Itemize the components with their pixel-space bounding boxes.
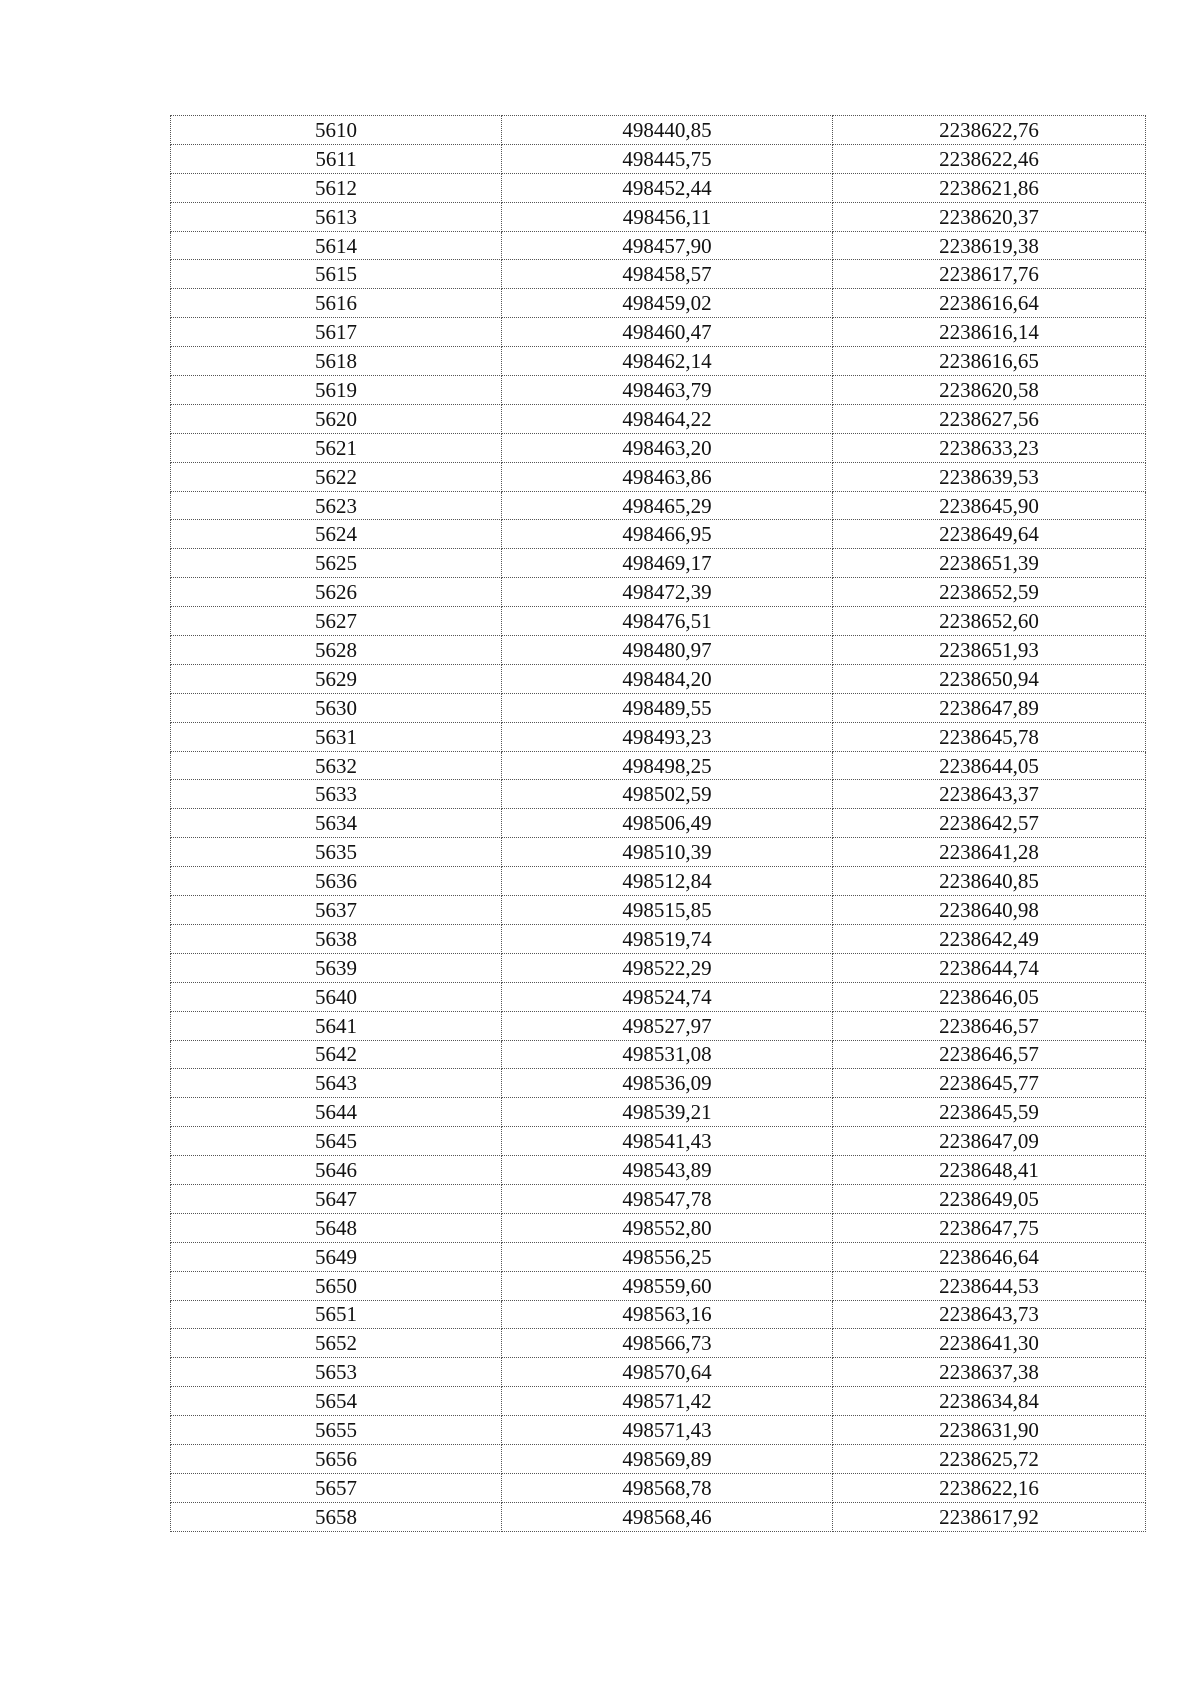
point-number-cell: 5611 — [171, 144, 502, 173]
point-number-cell: 5631 — [171, 722, 502, 751]
y-coordinate-cell: 2238652,59 — [833, 578, 1146, 607]
y-coordinate-cell: 2238646,64 — [833, 1242, 1146, 1271]
point-number-cell: 5639 — [171, 953, 502, 982]
table-row — [171, 116, 1146, 145]
x-coordinate-cell: 498506,49 — [502, 809, 833, 838]
y-coordinate-cell: 2238641,28 — [833, 838, 1146, 867]
y-coordinate-cell: 2238625,72 — [833, 1444, 1146, 1473]
y-coordinate-cell: 2238644,05 — [833, 751, 1146, 780]
point-number-cell: 5629 — [171, 664, 502, 693]
point-number-cell: 5655 — [171, 1416, 502, 1445]
point-number-cell: 5644 — [171, 1098, 502, 1127]
point-number-cell: 5654 — [171, 1387, 502, 1416]
table-row — [171, 751, 1146, 780]
point-number-cell: 5630 — [171, 693, 502, 722]
table-row — [171, 1473, 1146, 1502]
x-coordinate-cell: 498524,74 — [502, 982, 833, 1011]
table-row — [171, 722, 1146, 751]
point-number-cell: 5641 — [171, 1011, 502, 1040]
y-coordinate-cell: 2238637,38 — [833, 1358, 1146, 1387]
point-number-cell: 5616 — [171, 289, 502, 318]
y-coordinate-cell: 2238616,14 — [833, 318, 1146, 347]
point-number-cell: 5634 — [171, 809, 502, 838]
x-coordinate-cell: 498556,25 — [502, 1242, 833, 1271]
point-number-cell: 5619 — [171, 376, 502, 405]
table-row — [171, 578, 1146, 607]
x-coordinate-cell: 498484,20 — [502, 664, 833, 693]
point-number-cell: 5642 — [171, 1040, 502, 1069]
table-row — [171, 433, 1146, 462]
point-number-cell: 5648 — [171, 1213, 502, 1242]
y-coordinate-cell: 2238622,46 — [833, 144, 1146, 173]
table-row — [171, 1069, 1146, 1098]
x-coordinate-cell: 498539,21 — [502, 1098, 833, 1127]
y-coordinate-cell: 2238617,76 — [833, 260, 1146, 289]
table-row — [171, 780, 1146, 809]
table-row — [171, 376, 1146, 405]
y-coordinate-cell: 2238651,93 — [833, 636, 1146, 665]
y-coordinate-cell: 2238645,78 — [833, 722, 1146, 751]
point-number-cell: 5637 — [171, 896, 502, 925]
x-coordinate-cell: 498463,20 — [502, 433, 833, 462]
x-coordinate-cell: 498541,43 — [502, 1127, 833, 1156]
y-coordinate-cell: 2238647,75 — [833, 1213, 1146, 1242]
point-number-cell: 5650 — [171, 1271, 502, 1300]
x-coordinate-cell: 498512,84 — [502, 867, 833, 896]
point-number-cell: 5657 — [171, 1473, 502, 1502]
table-row — [171, 549, 1146, 578]
y-coordinate-cell: 2238616,65 — [833, 347, 1146, 376]
point-number-cell: 5656 — [171, 1444, 502, 1473]
table-row — [171, 1416, 1146, 1445]
table-row — [171, 318, 1146, 347]
point-number-cell: 5652 — [171, 1329, 502, 1358]
y-coordinate-cell: 2238634,84 — [833, 1387, 1146, 1416]
y-coordinate-cell: 2238640,85 — [833, 867, 1146, 896]
x-coordinate-cell: 498543,89 — [502, 1156, 833, 1185]
point-number-cell: 5618 — [171, 347, 502, 376]
point-number-cell: 5627 — [171, 607, 502, 636]
table-row — [171, 404, 1146, 433]
x-coordinate-cell: 498536,09 — [502, 1069, 833, 1098]
x-coordinate-cell: 498571,43 — [502, 1416, 833, 1445]
table-row — [171, 1300, 1146, 1329]
table-row — [171, 953, 1146, 982]
point-number-cell: 5620 — [171, 404, 502, 433]
y-coordinate-cell: 2238617,92 — [833, 1502, 1146, 1531]
point-number-cell: 5625 — [171, 549, 502, 578]
point-number-cell: 5653 — [171, 1358, 502, 1387]
x-coordinate-cell: 498569,89 — [502, 1444, 833, 1473]
table-row — [171, 520, 1146, 549]
point-number-cell: 5647 — [171, 1184, 502, 1213]
x-coordinate-cell: 498465,29 — [502, 491, 833, 520]
point-number-cell: 5622 — [171, 462, 502, 491]
table-row — [171, 924, 1146, 953]
y-coordinate-cell: 2238642,49 — [833, 924, 1146, 953]
y-coordinate-cell: 2238647,89 — [833, 693, 1146, 722]
y-coordinate-cell: 2238639,53 — [833, 462, 1146, 491]
y-coordinate-cell: 2238622,76 — [833, 116, 1146, 145]
table-row — [171, 1358, 1146, 1387]
x-coordinate-cell: 498522,29 — [502, 953, 833, 982]
x-coordinate-cell: 498547,78 — [502, 1184, 833, 1213]
x-coordinate-cell: 498527,97 — [502, 1011, 833, 1040]
x-coordinate-cell: 498498,25 — [502, 751, 833, 780]
x-coordinate-cell: 498464,22 — [502, 404, 833, 433]
x-coordinate-cell: 498463,86 — [502, 462, 833, 491]
table-row — [171, 838, 1146, 867]
x-coordinate-cell: 498452,44 — [502, 173, 833, 202]
x-coordinate-cell: 498568,78 — [502, 1473, 833, 1502]
x-coordinate-cell: 498459,02 — [502, 289, 833, 318]
table-row — [171, 664, 1146, 693]
table-row — [171, 1127, 1146, 1156]
table-row — [171, 231, 1146, 260]
x-coordinate-cell: 498489,55 — [502, 693, 833, 722]
point-number-cell: 5632 — [171, 751, 502, 780]
y-coordinate-cell: 2238619,38 — [833, 231, 1146, 260]
point-number-cell: 5624 — [171, 520, 502, 549]
x-coordinate-cell: 498472,39 — [502, 578, 833, 607]
x-coordinate-cell: 498445,75 — [502, 144, 833, 173]
table-row — [171, 1444, 1146, 1473]
point-number-cell: 5617 — [171, 318, 502, 347]
x-coordinate-cell: 498462,14 — [502, 347, 833, 376]
table-row — [171, 1213, 1146, 1242]
table-row — [171, 1040, 1146, 1069]
y-coordinate-cell: 2238642,57 — [833, 809, 1146, 838]
table-row — [171, 867, 1146, 896]
point-number-cell: 5615 — [171, 260, 502, 289]
x-coordinate-cell: 498493,23 — [502, 722, 833, 751]
point-number-cell: 5623 — [171, 491, 502, 520]
x-coordinate-cell: 498515,85 — [502, 896, 833, 925]
y-coordinate-cell: 2238651,39 — [833, 549, 1146, 578]
x-coordinate-cell: 498519,74 — [502, 924, 833, 953]
point-number-cell: 5645 — [171, 1127, 502, 1156]
table-row — [171, 347, 1146, 376]
table-row — [171, 1156, 1146, 1185]
table-row — [171, 1271, 1146, 1300]
table-row — [171, 491, 1146, 520]
x-coordinate-cell: 498476,51 — [502, 607, 833, 636]
y-coordinate-cell: 2238644,74 — [833, 953, 1146, 982]
y-coordinate-cell: 2238620,37 — [833, 202, 1146, 231]
table-row — [171, 636, 1146, 665]
table-row — [171, 173, 1146, 202]
table-row — [171, 809, 1146, 838]
y-coordinate-cell: 2238646,05 — [833, 982, 1146, 1011]
table-row — [171, 693, 1146, 722]
point-number-cell: 5658 — [171, 1502, 502, 1531]
table-row — [171, 982, 1146, 1011]
y-coordinate-cell: 2238622,16 — [833, 1473, 1146, 1502]
x-coordinate-cell: 498552,80 — [502, 1213, 833, 1242]
y-coordinate-cell: 2238647,09 — [833, 1127, 1146, 1156]
x-coordinate-cell: 498571,42 — [502, 1387, 833, 1416]
point-number-cell: 5628 — [171, 636, 502, 665]
table-row — [171, 289, 1146, 318]
point-number-cell: 5636 — [171, 867, 502, 896]
point-number-cell: 5626 — [171, 578, 502, 607]
x-coordinate-cell: 498456,11 — [502, 202, 833, 231]
x-coordinate-cell: 498458,57 — [502, 260, 833, 289]
point-number-cell: 5610 — [171, 116, 502, 145]
point-number-cell: 5643 — [171, 1069, 502, 1098]
table-row — [171, 1329, 1146, 1358]
point-number-cell: 5633 — [171, 780, 502, 809]
y-coordinate-cell: 2238620,58 — [833, 376, 1146, 405]
x-coordinate-cell: 498568,46 — [502, 1502, 833, 1531]
x-coordinate-cell: 498563,16 — [502, 1300, 833, 1329]
y-coordinate-cell: 2238645,77 — [833, 1069, 1146, 1098]
y-coordinate-cell: 2238627,56 — [833, 404, 1146, 433]
x-coordinate-cell: 498463,79 — [502, 376, 833, 405]
y-coordinate-cell: 2238633,23 — [833, 433, 1146, 462]
point-number-cell: 5646 — [171, 1156, 502, 1185]
point-number-cell: 5621 — [171, 433, 502, 462]
point-number-cell: 5635 — [171, 838, 502, 867]
y-coordinate-cell: 2238641,30 — [833, 1329, 1146, 1358]
point-number-cell: 5640 — [171, 982, 502, 1011]
y-coordinate-cell: 2238649,64 — [833, 520, 1146, 549]
point-number-cell: 5638 — [171, 924, 502, 953]
x-coordinate-cell: 498510,39 — [502, 838, 833, 867]
y-coordinate-cell: 2238648,41 — [833, 1156, 1146, 1185]
x-coordinate-cell: 498469,17 — [502, 549, 833, 578]
y-coordinate-cell: 2238644,53 — [833, 1271, 1146, 1300]
table-row — [171, 1242, 1146, 1271]
table-row — [171, 1387, 1146, 1416]
table-row — [171, 202, 1146, 231]
point-number-cell: 5649 — [171, 1242, 502, 1271]
x-coordinate-cell: 498440,85 — [502, 116, 833, 145]
x-coordinate-cell: 498466,95 — [502, 520, 833, 549]
x-coordinate-cell: 498531,08 — [502, 1040, 833, 1069]
y-coordinate-cell: 2238652,60 — [833, 607, 1146, 636]
point-number-cell: 5612 — [171, 173, 502, 202]
table-row — [171, 260, 1146, 289]
y-coordinate-cell: 2238646,57 — [833, 1011, 1146, 1040]
y-coordinate-cell: 2238643,73 — [833, 1300, 1146, 1329]
coordinates-table-body — [171, 116, 1146, 1532]
table-row — [171, 896, 1146, 925]
x-coordinate-cell: 498570,64 — [502, 1358, 833, 1387]
table-row — [171, 1502, 1146, 1531]
y-coordinate-cell: 2238645,90 — [833, 491, 1146, 520]
x-coordinate-cell: 498559,60 — [502, 1271, 833, 1300]
point-number-cell: 5651 — [171, 1300, 502, 1329]
y-coordinate-cell: 2238646,57 — [833, 1040, 1146, 1069]
table-row — [171, 1184, 1146, 1213]
y-coordinate-cell: 2238649,05 — [833, 1184, 1146, 1213]
x-coordinate-cell: 498457,90 — [502, 231, 833, 260]
x-coordinate-cell: 498460,47 — [502, 318, 833, 347]
y-coordinate-cell: 2238640,98 — [833, 896, 1146, 925]
point-number-cell: 5614 — [171, 231, 502, 260]
x-coordinate-cell: 498502,59 — [502, 780, 833, 809]
table-row — [171, 607, 1146, 636]
y-coordinate-cell: 2238650,94 — [833, 664, 1146, 693]
y-coordinate-cell: 2238616,64 — [833, 289, 1146, 318]
table-row — [171, 1098, 1146, 1127]
y-coordinate-cell: 2238621,86 — [833, 173, 1146, 202]
y-coordinate-cell: 2238631,90 — [833, 1416, 1146, 1445]
point-number-cell: 5613 — [171, 202, 502, 231]
y-coordinate-cell: 2238643,37 — [833, 780, 1146, 809]
y-coordinate-cell: 2238645,59 — [833, 1098, 1146, 1127]
table-row — [171, 1011, 1146, 1040]
table-row — [171, 462, 1146, 491]
x-coordinate-cell: 498566,73 — [502, 1329, 833, 1358]
x-coordinate-cell: 498480,97 — [502, 636, 833, 665]
table-row — [171, 144, 1146, 173]
coordinates-table — [170, 115, 1146, 1532]
